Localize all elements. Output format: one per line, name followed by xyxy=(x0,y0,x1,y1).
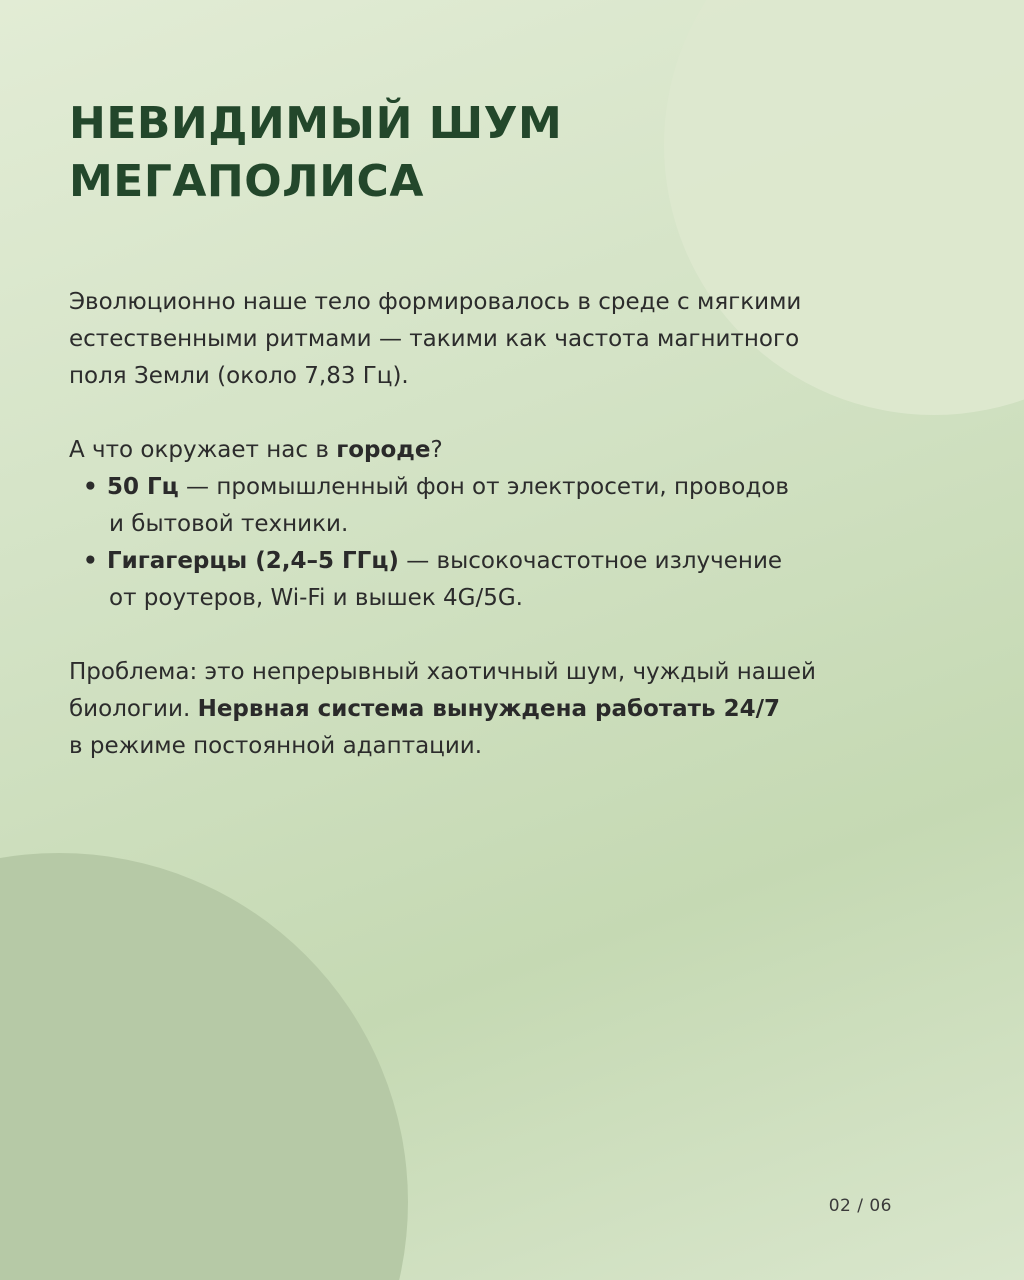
decorative-circle-bottom xyxy=(0,853,408,1280)
page-indicator: 02 / 06 xyxy=(828,1196,892,1216)
list-item xyxy=(69,469,949,543)
question-suffix: ? xyxy=(430,437,443,463)
bullet-line-1 xyxy=(107,543,949,580)
intro-line-2: естественными ритмами — такими как частота магнитного xyxy=(69,326,800,352)
problem-line-2 xyxy=(69,691,949,728)
question-prefix: А что окружает нас в xyxy=(69,437,337,463)
intro-line-3: поля Земли (около 7,83 Гц). xyxy=(69,363,409,389)
bullet-text: — высокочастотное излучение xyxy=(398,548,783,574)
question-bold: городе xyxy=(336,437,431,463)
bullet-bold: Гигагерцы (2,4–5 ГГц) xyxy=(107,548,399,574)
problem-line-3: в режиме постоянной адаптации. xyxy=(69,733,483,759)
list-item xyxy=(69,543,949,617)
question-paragraph xyxy=(69,432,949,469)
bullet-text: — промышленный фон от электросети, проводов xyxy=(178,474,789,500)
bullet-bold: 50 Гц xyxy=(107,474,179,500)
bullet-line-2: от роутеров, Wi-Fi и вышек 4G/5G. xyxy=(109,585,523,611)
bullet-marker: • xyxy=(83,548,98,574)
intro-paragraph xyxy=(69,284,949,395)
intro-line-1: Эволюционно наше тело формировалось в среде с мягкими xyxy=(69,289,802,315)
bullet-line-1 xyxy=(107,469,949,506)
problem-paragraph xyxy=(69,654,949,765)
bullet-line-2: и бытовой техники. xyxy=(109,511,349,537)
content xyxy=(69,95,949,765)
title-line-1: НЕВИДИМЫЙ ШУМ xyxy=(69,98,563,149)
problem-line-1: Проблема: это непрерывный хаотичный шум, чуждый нашей xyxy=(69,659,816,685)
problem-line-2-prefix: биологии. xyxy=(69,696,198,722)
page-title xyxy=(69,95,949,211)
problem-line-2-bold: Нервная система вынуждена работать 24/7 xyxy=(197,696,780,722)
frequency-list xyxy=(69,469,949,617)
bullet-marker: • xyxy=(83,474,98,500)
title-line-2: МЕГАПОЛИСА xyxy=(69,156,424,207)
